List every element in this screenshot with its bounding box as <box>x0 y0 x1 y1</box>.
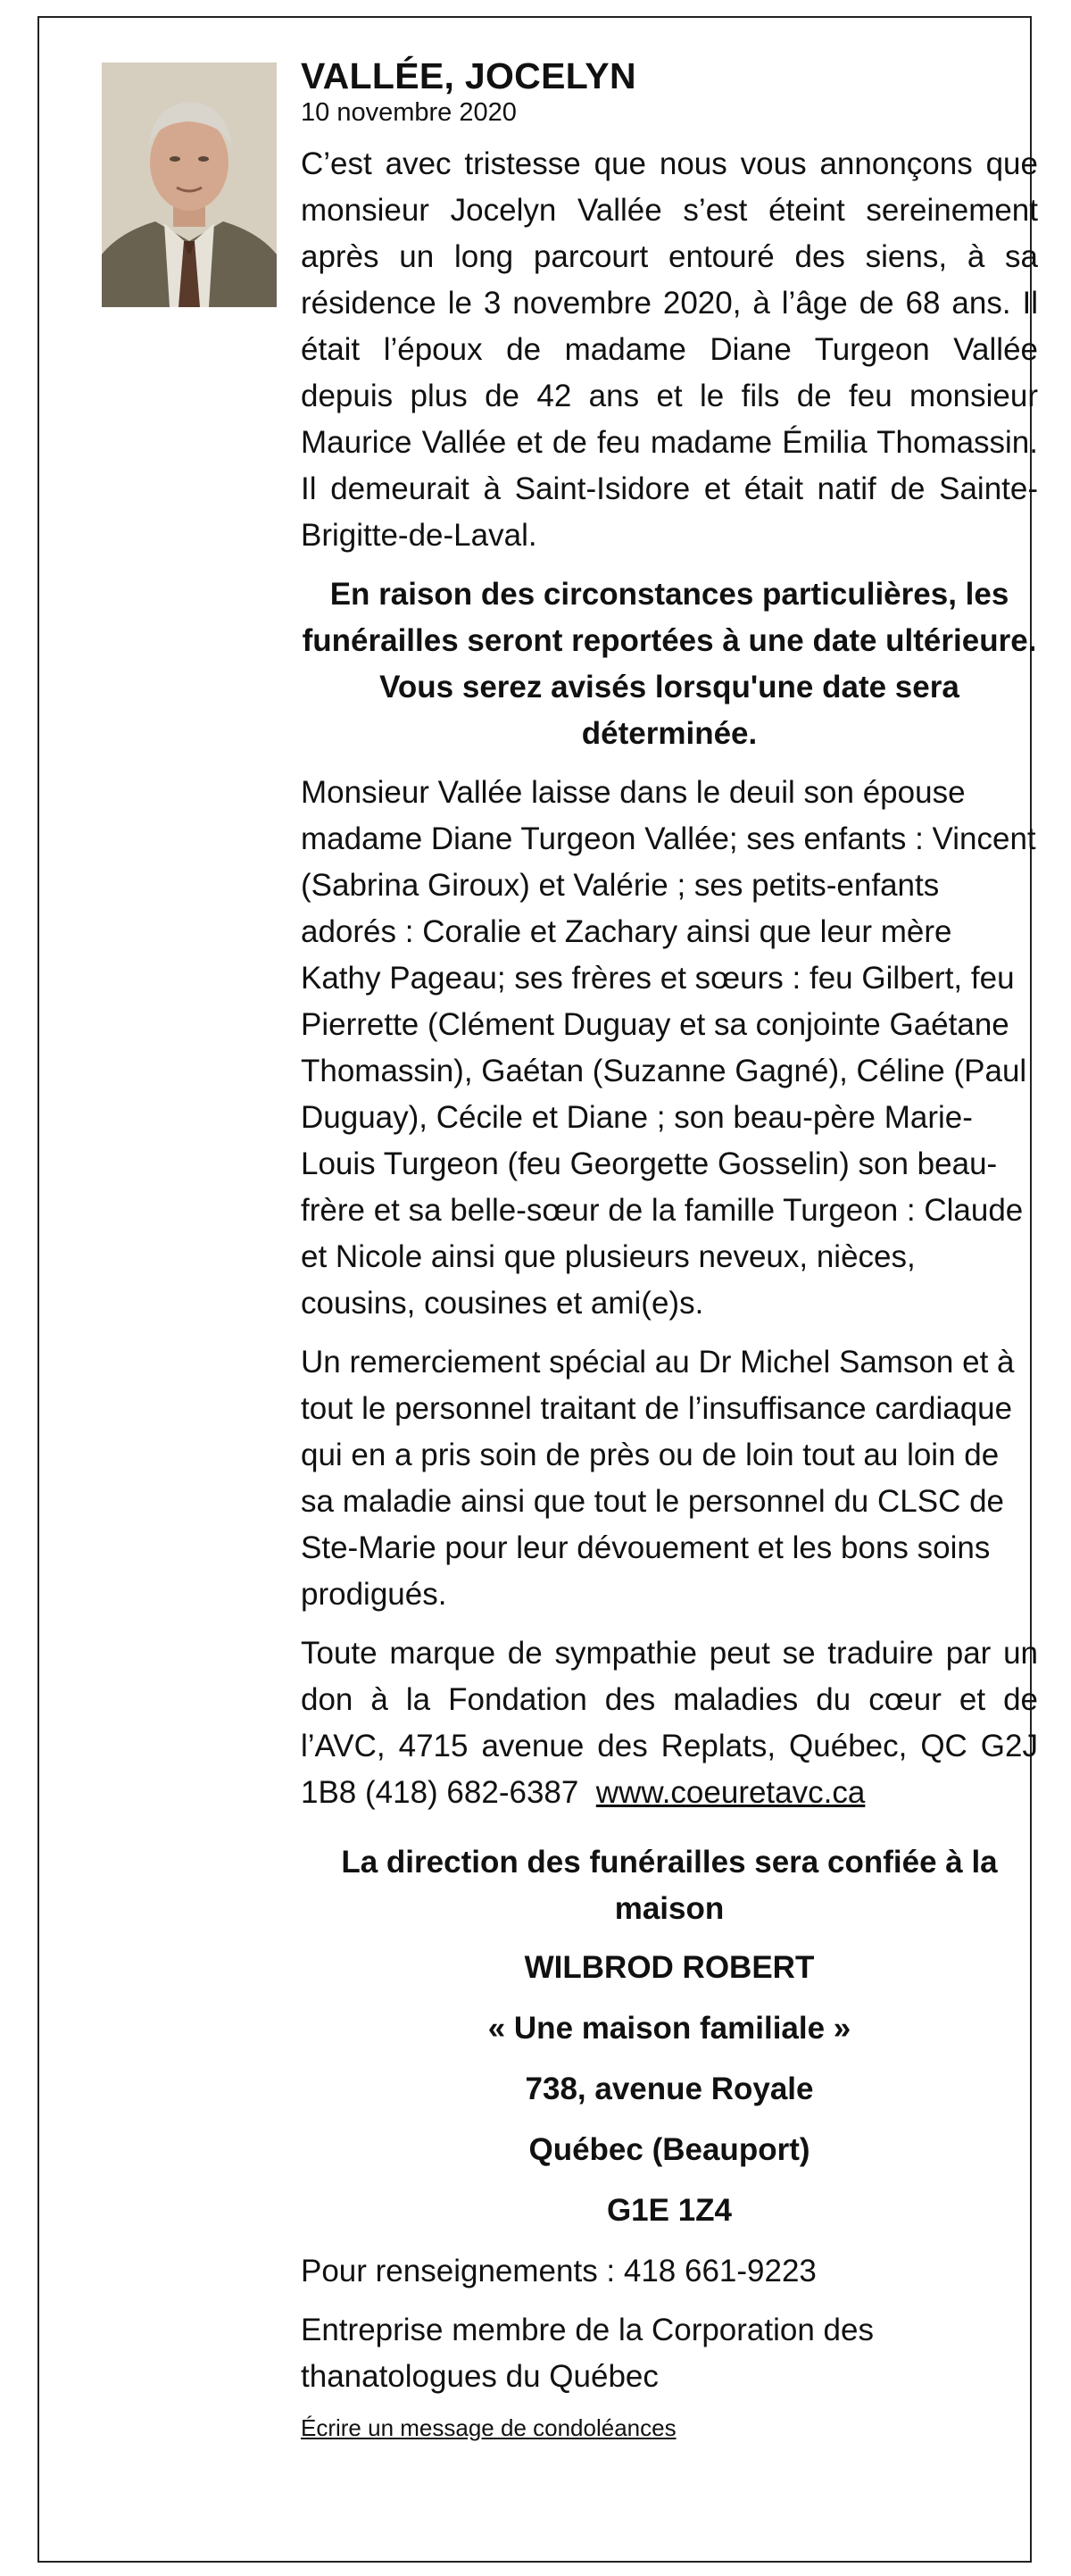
obituary-card <box>37 16 1038 2563</box>
funeral-direction: La direction des funérailles sera confiée à la maison <box>341 1845 998 1926</box>
donation-link[interactable]: www.coeuretavc.ca <box>595 1775 866 1810</box>
obituary-content <box>301 55 1038 2443</box>
condolence-link[interactable]: Écrire un message de condoléances <box>301 2414 677 2441</box>
donation-text: Toute marque de sympathie peut se traduire par un don à la Fondation des maladies du cœur et de l’AVC, 4715 avenue des Replats, Québec, QC G2J 1B8 (418) 682-6387 <box>301 1636 1038 1810</box>
membership-line: Entreprise membre de la Corporation des thanatologues du Québec <box>301 2313 874 2394</box>
thanks-paragraph: Un remerciement spécial au Dr Michel Samson et à tout le personnel traitant de l’insuffisance cardiaque qui en a pris soin de près ou de loin tout au loin de sa maladie ainsi que tout le personnel du CLSC de Ste-Marie pour leur dévouement et les bons soins prodigués. <box>301 1345 1015 1612</box>
funeral-home-tagline: « Une maison familiale » <box>487 2011 851 2046</box>
funeral-home-name: WILBROD ROBERT <box>524 1950 815 1985</box>
deceased-name: VALLÉE, JOCELYN <box>301 55 636 96</box>
portrait-illustration <box>102 63 277 307</box>
portrait-photo <box>102 63 277 307</box>
funeral-home-postal: G1E 1Z4 <box>606 2193 733 2228</box>
intro-paragraph: C’est avec tristesse que nous vous annonçons que monsieur Jocelyn Vallée s’est éteint sereinement après un long parcourt entouré des siens, à sa résidence le 3 novembre 2020, à l’âge de 68 ans. Il était l’époux de madame Diane Turgeon Vallée depuis plus de 42 ans et le fils de feu monsieur Maurice Vallée et de feu madame Émilia Thomassin. Il demeurait à Saint-Isidore et était natif de Sainte-Brigitte-de-Laval. <box>301 146 1038 553</box>
funeral-home-city: Québec (Beauport) <box>528 2132 810 2167</box>
funeral-notice: En raison des circonstances particulières, les funérailles seront reportées à une date ultérieure. Vous serez avisés lorsqu'une date sera déterminée. <box>302 577 1037 751</box>
funeral-home-address: 738, avenue Royale <box>525 2072 814 2106</box>
family-paragraph: Monsieur Vallée laisse dans le deuil son épouse madame Diane Turgeon Vallée; ses enfants : Vincent (Sabrina Giroux) et Valérie ; ses petits-enfants adorés : Coralie et Zachary ainsi que leur mère Kathy Pageau; ses frères et sœurs : feu Gilbert, feu Pierrette (Clément Duguay et sa conjointe Gaétane Thomassin), Gaétan (Suzanne Gagné), Céline (Paul Duguay), Cécile et Diane ; son beau-père Marie-Louis Turgeon (feu Georgette Gosselin) son beau-frère et sa belle-sœur de la famille Turgeon : Claude et Nicole ainsi que plusieurs neveux, nièces, cousins, cousines et ami(e)s. <box>301 775 1036 1321</box>
publication-date: 10 novembre 2020 <box>301 98 517 127</box>
donation-paragraph <box>301 1630 1038 1816</box>
info-line: Pour renseignements : 418 661-9223 <box>301 2254 817 2288</box>
